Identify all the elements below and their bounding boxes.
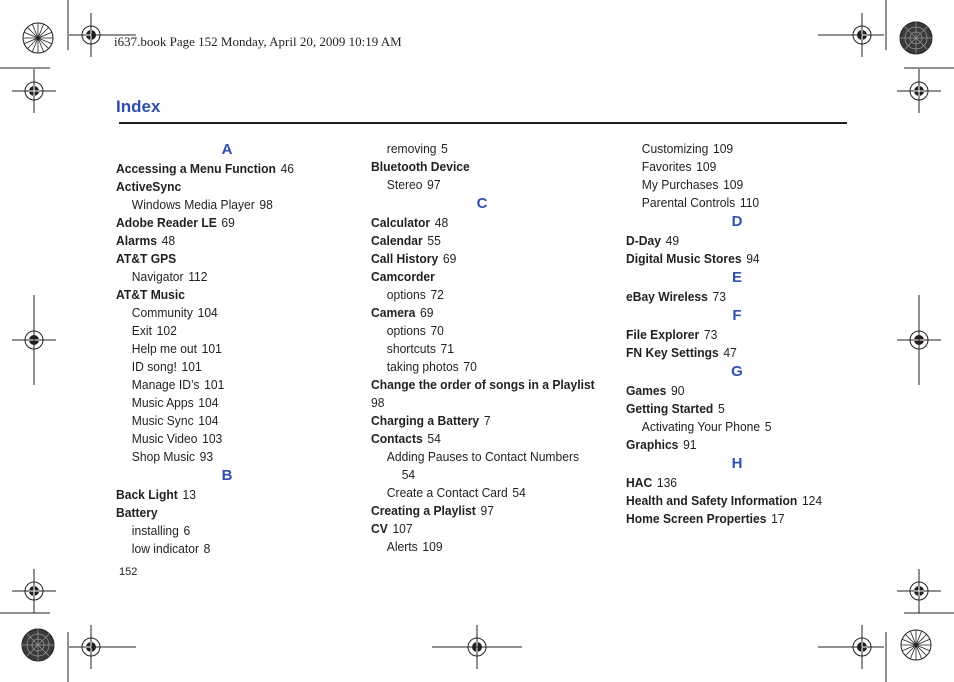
index-term: Help me out bbox=[131, 341, 197, 356]
index-term: Customizing bbox=[641, 141, 709, 156]
index-page-ref: 8 bbox=[203, 541, 211, 556]
index-entry bbox=[626, 344, 849, 362]
index-entry bbox=[371, 268, 594, 286]
index-page-ref: 110 bbox=[739, 195, 760, 210]
index-page-ref: 54 bbox=[427, 431, 441, 446]
index-page-ref: 101 bbox=[204, 377, 225, 392]
index-term: Music Sync bbox=[131, 413, 194, 428]
index-page-ref: 7 bbox=[483, 413, 491, 428]
index-subentry bbox=[371, 394, 594, 412]
index-subentry bbox=[116, 304, 339, 322]
index-term: Contacts bbox=[371, 431, 423, 446]
index-term: CV bbox=[371, 521, 388, 536]
index-letter-heading: H bbox=[731, 455, 743, 472]
index-term: Health and Safety Information bbox=[626, 493, 798, 508]
index-term: File Explorer bbox=[626, 327, 700, 342]
index-page-ref: 109 bbox=[696, 159, 717, 174]
index-subentry bbox=[116, 540, 339, 558]
index-subentry bbox=[116, 522, 339, 540]
index-term: D-Day bbox=[626, 233, 661, 248]
index-entry bbox=[116, 250, 339, 268]
index-term: Bluetooth Device bbox=[371, 159, 470, 174]
index-page-ref: 5 bbox=[717, 401, 725, 416]
index-term: Home Screen Properties bbox=[626, 511, 767, 526]
index-entry bbox=[371, 520, 594, 538]
index-entry bbox=[626, 232, 849, 250]
index-page-ref: 109 bbox=[422, 539, 443, 554]
index-subentry bbox=[371, 286, 594, 304]
index-page-ref: 101 bbox=[201, 341, 222, 356]
index-letter-heading: D bbox=[731, 213, 743, 230]
index-subentry bbox=[371, 176, 594, 194]
index-page-ref: 70 bbox=[463, 359, 477, 374]
index-page-ref: 107 bbox=[392, 521, 413, 536]
index-term: Adobe Reader LE bbox=[116, 215, 217, 230]
index-column-2 bbox=[371, 140, 611, 556]
index-term: Getting Started bbox=[626, 401, 714, 416]
index-term: ID song! bbox=[131, 359, 177, 374]
index-entry bbox=[371, 232, 594, 250]
index-term: low indicator bbox=[131, 541, 200, 556]
index-term: 54 bbox=[401, 467, 416, 482]
index-term: Call History bbox=[371, 251, 439, 266]
index-entry bbox=[116, 160, 339, 178]
index-column-1 bbox=[116, 140, 356, 558]
index-term: ActiveSync bbox=[116, 179, 182, 194]
index-term: 98 bbox=[371, 395, 385, 410]
index-subentry bbox=[116, 448, 339, 466]
index-subentry bbox=[116, 376, 339, 394]
index-term: Creating a Playlist bbox=[371, 503, 476, 518]
index-subentry bbox=[626, 176, 849, 194]
index-page-ref: 104 bbox=[197, 305, 218, 320]
index-term: installing bbox=[131, 523, 179, 538]
index-entry bbox=[116, 286, 339, 304]
index-entry bbox=[116, 178, 339, 196]
index-page-ref: 72 bbox=[430, 287, 444, 302]
index-letter-heading: F bbox=[732, 307, 742, 324]
index-entry bbox=[371, 250, 594, 268]
index-subentry bbox=[626, 194, 849, 212]
index-term: Camera bbox=[371, 305, 416, 320]
index-page-ref: 103 bbox=[202, 431, 223, 446]
index-term: Favorites bbox=[641, 159, 692, 174]
index-subentry bbox=[371, 448, 594, 466]
page-number: 152 bbox=[119, 566, 138, 578]
index-term: Manage ID’s bbox=[131, 377, 200, 392]
index-subentry bbox=[371, 358, 594, 376]
index-term: Calendar bbox=[371, 233, 423, 248]
index-term: Community bbox=[131, 305, 193, 320]
index-entry bbox=[371, 412, 594, 430]
index-term: Music Apps bbox=[131, 395, 194, 410]
index-entry bbox=[626, 250, 849, 268]
index-page-ref: 46 bbox=[280, 161, 294, 176]
index-page-ref: 55 bbox=[427, 233, 441, 248]
index-term: eBay Wireless bbox=[626, 289, 708, 304]
index-subentry bbox=[371, 538, 594, 556]
page-title: Index bbox=[116, 97, 161, 116]
index-term: Back Light bbox=[116, 487, 178, 502]
index-page-ref: 5 bbox=[764, 419, 772, 434]
index-column-3 bbox=[626, 140, 866, 528]
index-subentry bbox=[371, 140, 594, 158]
index-page-ref: 97 bbox=[427, 177, 441, 192]
index-page-ref: 104 bbox=[198, 413, 219, 428]
index-term: Alerts bbox=[386, 539, 418, 554]
index-term: options bbox=[386, 323, 426, 338]
index-entry bbox=[371, 376, 594, 394]
index-term: AT&T GPS bbox=[116, 251, 177, 266]
index-entry bbox=[626, 288, 849, 306]
index-letter-heading: G bbox=[731, 363, 743, 380]
index-page-ref: 47 bbox=[723, 345, 737, 360]
index-term: AT&T Music bbox=[116, 287, 185, 302]
book-header: i637.book Page 152 Monday, April 20, 2009 10:19 AM bbox=[114, 34, 402, 49]
index-entry bbox=[626, 436, 849, 454]
index-page-ref: 17 bbox=[771, 511, 785, 526]
index-entry bbox=[626, 400, 849, 418]
index-subentry bbox=[371, 466, 594, 484]
index-page-ref: 49 bbox=[665, 233, 680, 248]
index-subentry bbox=[116, 196, 339, 214]
index-page-ref: 70 bbox=[430, 323, 444, 338]
index-subentry bbox=[116, 412, 339, 430]
index-entry bbox=[371, 502, 594, 520]
index-page-ref: 93 bbox=[199, 449, 214, 464]
index-entry bbox=[626, 510, 849, 528]
index-page-ref: 13 bbox=[182, 487, 196, 502]
index-term: Games bbox=[626, 383, 667, 398]
index-subentry bbox=[371, 484, 594, 502]
title-rule bbox=[119, 122, 847, 124]
index-page-ref: 104 bbox=[198, 395, 219, 410]
index-term: Graphics bbox=[626, 437, 679, 452]
index-term: Stereo bbox=[386, 177, 423, 192]
index-page-ref: 101 bbox=[181, 359, 202, 374]
index-page-ref: 94 bbox=[746, 251, 760, 266]
index-subentry bbox=[116, 394, 339, 412]
index-entry bbox=[626, 492, 849, 510]
index-term: Digital Music Stores bbox=[626, 251, 742, 266]
index-subentry bbox=[371, 322, 594, 340]
index-subentry bbox=[626, 418, 849, 436]
index-term: Navigator bbox=[131, 269, 184, 284]
index-term: Camcorder bbox=[371, 269, 435, 284]
index-term: Activating Your Phone bbox=[641, 419, 761, 434]
index-subentry bbox=[116, 430, 339, 448]
index-entry bbox=[116, 504, 339, 522]
index-page-ref: 109 bbox=[712, 141, 734, 156]
index-entry bbox=[371, 214, 594, 232]
index-entry bbox=[371, 430, 594, 448]
index-term: removing bbox=[386, 141, 437, 156]
index-entry bbox=[371, 304, 594, 322]
index-entry bbox=[116, 214, 339, 232]
index-letter-heading: B bbox=[221, 467, 233, 484]
index-subentry bbox=[116, 340, 339, 358]
index-term: HAC bbox=[626, 475, 653, 490]
index-entry bbox=[116, 232, 339, 250]
index-entry bbox=[371, 158, 594, 176]
index-term: taking photos bbox=[386, 359, 459, 374]
index-page-ref: 136 bbox=[656, 475, 678, 490]
index-entry bbox=[626, 474, 849, 492]
index-page-ref: 54 bbox=[512, 485, 526, 500]
index-page-ref: 48 bbox=[434, 215, 449, 230]
index-subentry bbox=[626, 158, 849, 176]
index-term: Shop Music bbox=[131, 449, 195, 464]
index-term: Exit bbox=[131, 323, 152, 338]
index-term: My Purchases bbox=[641, 177, 719, 192]
index-page-ref: 112 bbox=[188, 269, 208, 284]
index-subentry bbox=[116, 358, 339, 376]
index-page-ref: 73 bbox=[712, 289, 727, 304]
index-page-ref: 91 bbox=[683, 437, 697, 452]
index-term: shortcuts bbox=[386, 341, 436, 356]
index-page-ref: 98 bbox=[259, 197, 273, 212]
index-subentry bbox=[116, 322, 339, 340]
index-page-ref: 97 bbox=[480, 503, 494, 518]
index-page-ref: 109 bbox=[723, 177, 744, 192]
index-entry bbox=[626, 326, 849, 344]
index-term: Battery bbox=[116, 505, 158, 520]
index-term: Windows Media Player bbox=[131, 197, 255, 212]
index-term: Parental Controls bbox=[641, 195, 736, 210]
index-page-ref: 48 bbox=[161, 233, 176, 248]
index-term: FN Key Settings bbox=[626, 345, 719, 360]
index-term: Change the order of songs in a Playlist bbox=[371, 377, 595, 392]
index-term: options bbox=[386, 287, 426, 302]
index-letter-heading: C bbox=[476, 195, 488, 212]
index-page-ref: 5 bbox=[441, 141, 448, 156]
index-page-ref: 69 bbox=[221, 215, 235, 230]
index-entry bbox=[626, 382, 849, 400]
index-page-ref: 71 bbox=[440, 341, 454, 356]
index-page-ref: 90 bbox=[670, 383, 685, 398]
index-page-ref: 69 bbox=[420, 305, 434, 320]
index-term: Create a Contact Card bbox=[386, 485, 508, 500]
index-subentry bbox=[371, 340, 594, 358]
index-term: Adding Pauses to Contact Numbers bbox=[386, 449, 580, 464]
index-term: Music Video bbox=[131, 431, 198, 446]
index-subentry bbox=[116, 268, 339, 286]
index-page-ref: 124 bbox=[801, 493, 823, 508]
index-term: Calculator bbox=[371, 215, 431, 230]
index-entry bbox=[116, 486, 339, 504]
index-term: Charging a Battery bbox=[371, 413, 480, 428]
index-subentry bbox=[626, 140, 849, 158]
index-letter-heading: A bbox=[221, 141, 233, 158]
index-page-ref: 73 bbox=[703, 327, 718, 342]
index-page-ref: 102 bbox=[156, 323, 177, 338]
index-letter-heading: E bbox=[731, 269, 742, 286]
index-page-ref: 69 bbox=[442, 251, 457, 266]
index-term: Accessing a Menu Function bbox=[116, 161, 276, 176]
index-term: Alarms bbox=[116, 233, 157, 248]
index-page-ref: 6 bbox=[183, 523, 191, 538]
